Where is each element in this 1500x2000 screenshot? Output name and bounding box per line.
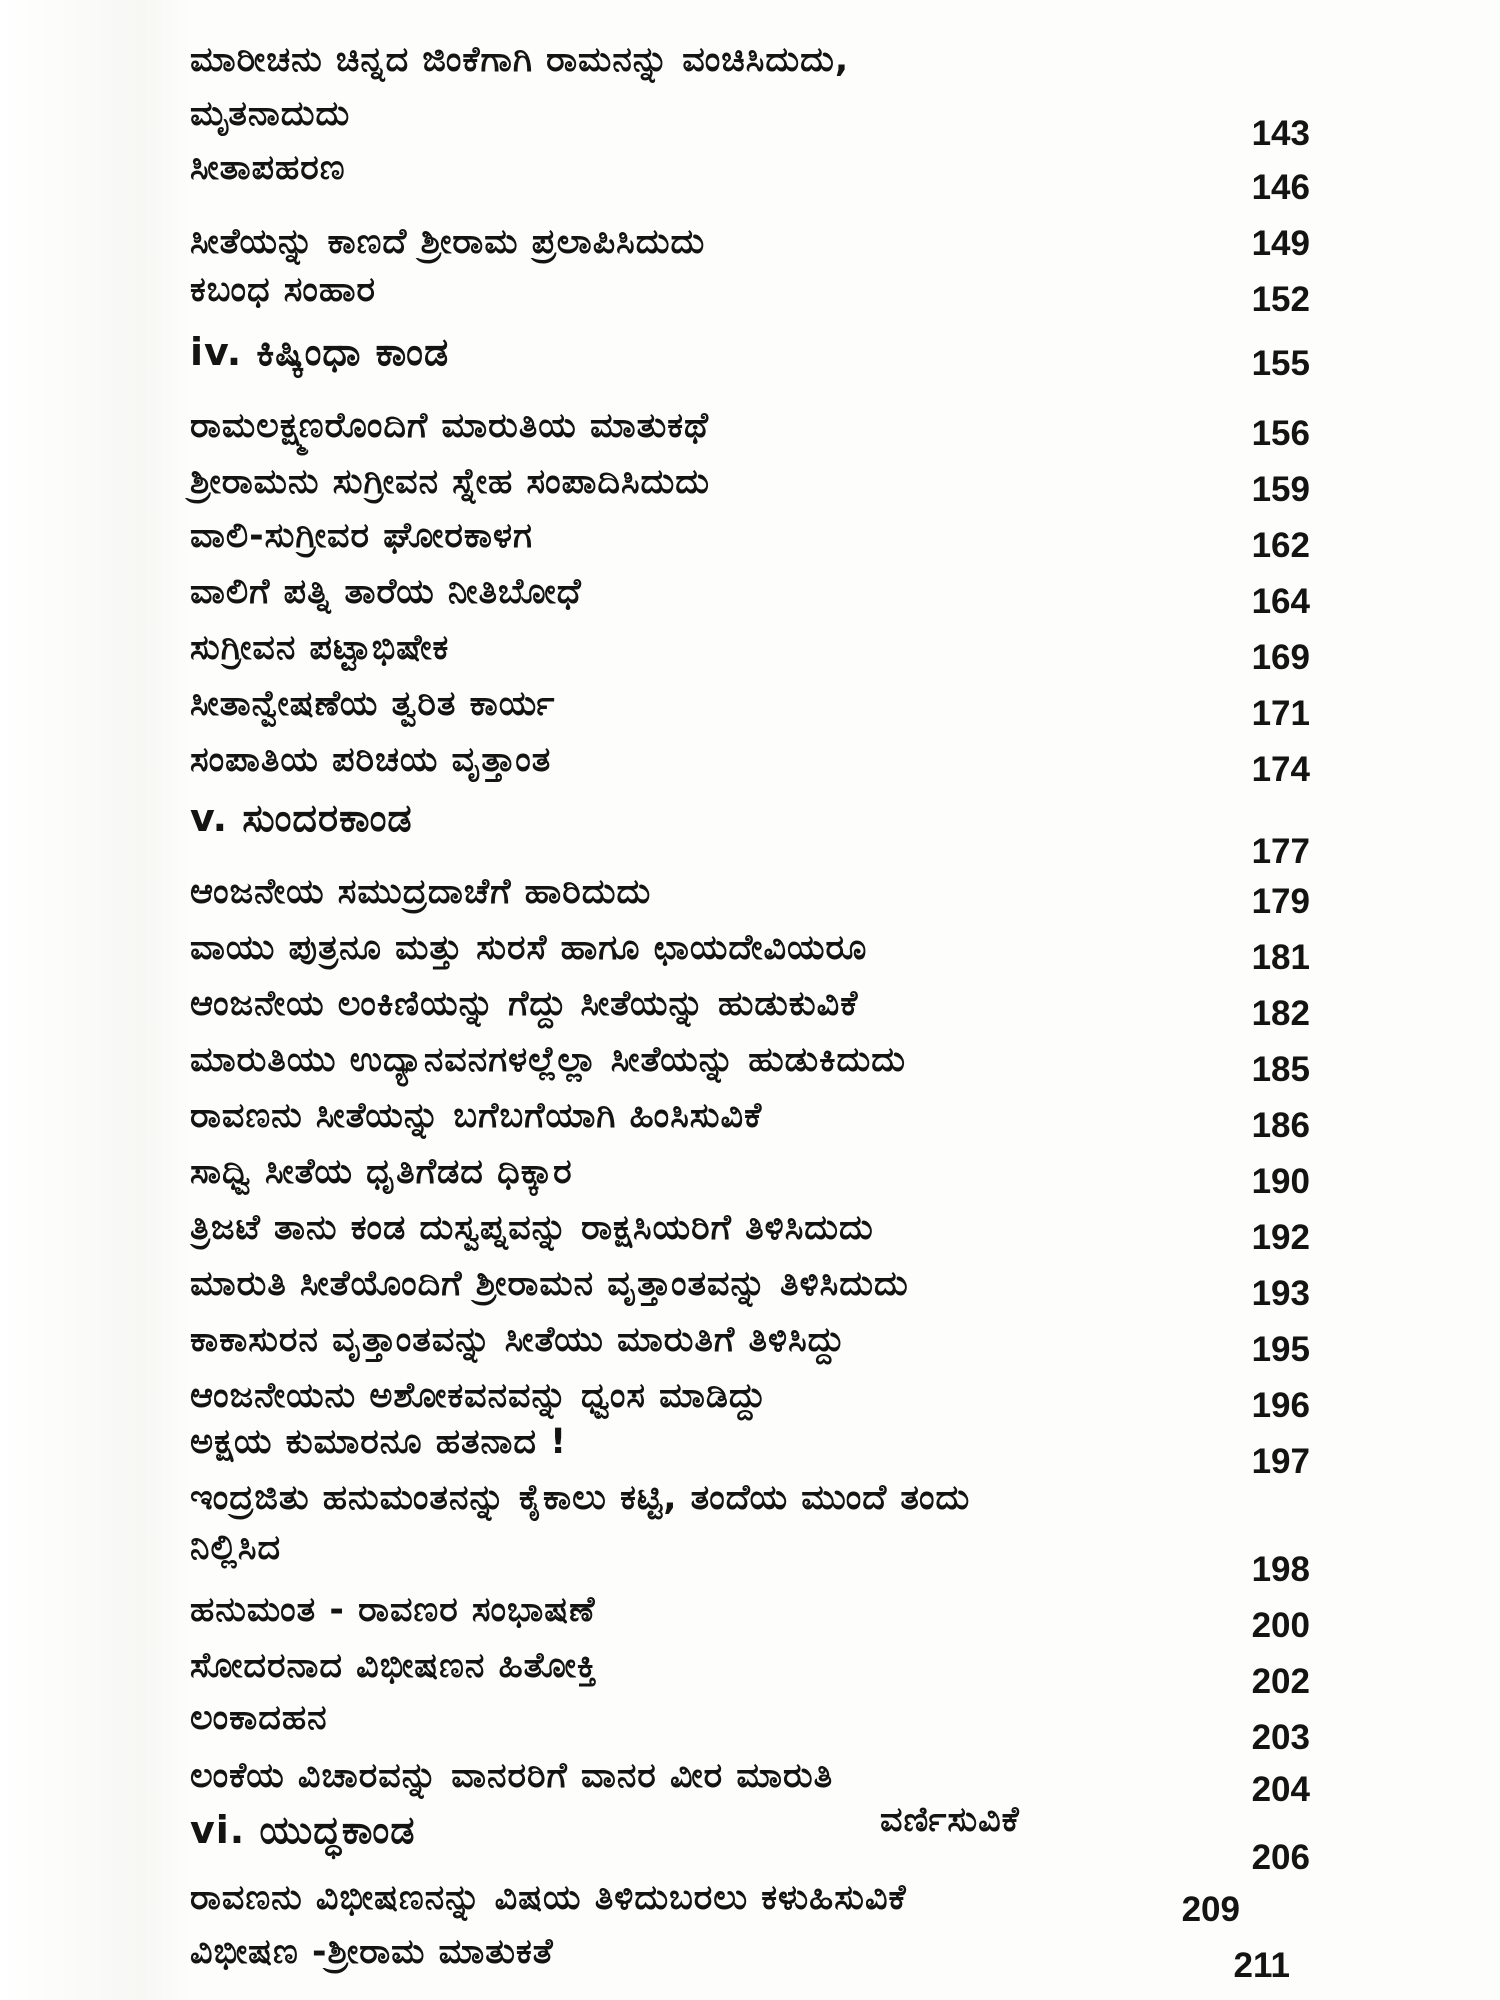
toc-page-number: 192 (1251, 1218, 1310, 1257)
toc-page-number: 204 (1251, 1770, 1310, 1809)
toc-page-number: 209 (1181, 1890, 1240, 1929)
toc-entry-title: ರಾವಣನು ವಿಭೀಷಣನನ್ನು ವಿಷಯ ತಿಳಿದುಬರಲು ಕಳುಹಿಸುವಿಕೆ (190, 1878, 907, 1918)
toc-entry-title: ಶ್ರೀರಾಮನು ಸುಗ್ರೀವನ ಸ್ನೇಹ ಸಂಪಾದಿಸಿದುದು (190, 462, 711, 502)
toc-page-number: 182 (1251, 994, 1310, 1033)
toc-entry-title: ಮಾರುತಿ ಸೀತೆಯೊಂದಿಗೆ ಶ್ರೀರಾಮನ ವೃತ್ತಾಂತವನ್ನು ತಿಳಿಸಿದುದು (190, 1264, 909, 1304)
toc-page-number: 169 (1251, 638, 1310, 677)
toc-page-number: 200 (1251, 1606, 1310, 1645)
toc-page-number: 195 (1251, 1330, 1310, 1369)
toc-page-number: 174 (1251, 750, 1310, 789)
toc-entry-title: ಸೀತಾಪಹರಣ (190, 148, 346, 188)
toc-page-number: 177 (1251, 832, 1310, 871)
toc-page-number: 179 (1251, 882, 1310, 921)
toc-page-number: 152 (1251, 280, 1310, 319)
toc-entry-title: ಮಾರುತಿಯು ಉದ್ಯಾನವನಗಳಲ್ಲೆಲ್ಲಾ ಸೀತೆಯನ್ನು ಹುಡುಕಿದುದು (190, 1040, 906, 1080)
toc-entry-title: ಆಂಜನೇಯ ಸಮುದ್ರದಾಚೆಗೆ ಹಾರಿದುದು (190, 872, 652, 912)
toc-entry-title: ಕಬಂಧ ಸಂಹಾರ (190, 270, 376, 310)
toc-entry-title: ಆಂಜನೇಯ ಲಂಕಿಣಿಯನ್ನು ಗೆದ್ದು ಸೀತೆಯನ್ನು ಹುಡುಕುವಿಕೆ (190, 984, 859, 1024)
toc-entry-title: ಮೃತನಾದುದು (190, 94, 351, 134)
toc-page-number: 164 (1251, 582, 1310, 621)
toc-entry-title: ನಿಲ್ಲಿಸಿದ (190, 1528, 282, 1568)
toc-entry-title: ವಾಲಿಗೆ ಪತ್ನಿ ತಾರೆಯ ನೀತಿಬೋಧೆ (190, 572, 582, 612)
toc-page-number: 196 (1251, 1386, 1310, 1425)
toc-section-heading: v. ಸುಂದರಕಾಂಡ (190, 796, 413, 840)
toc-entry-title: ಸೋದರನಾದ ವಿಭೀಷಣನ ಹಿತೋಕ್ತಿ (190, 1646, 598, 1686)
toc-page-number: 211 (1233, 1946, 1290, 1985)
toc-page-number: 143 (1251, 114, 1310, 153)
toc-entry-title: ಸುಗ್ರೀವನ ಪಟ್ಟಾಭಿಷೇಕ (190, 628, 450, 668)
toc-page-number: 156 (1251, 414, 1310, 453)
toc-page-number: 203 (1251, 1718, 1310, 1757)
toc-page-number: 190 (1251, 1162, 1310, 1201)
toc-section-heading: iv. ಕಿಷ್ಕಿಂಧಾ ಕಾಂಡ (190, 330, 450, 374)
toc-page-number: 146 (1251, 168, 1310, 207)
toc-entry-title: ಆಂಜನೇಯನು ಅಶೋಕವನವನ್ನು ಧ್ವಂಸ ಮಾಡಿದ್ದು (190, 1376, 767, 1416)
toc-entry-title: ಹನುಮಂತ - ರಾವಣರ ಸಂಭಾಷಣೆ (190, 1590, 596, 1630)
toc-page-number: 186 (1251, 1106, 1310, 1145)
page-edge-shadow (0, 0, 190, 2000)
toc-entry-title: ವಾಲಿ-ಸುಗ್ರೀವರ ಘೋರಕಾಳಗ (190, 516, 533, 556)
toc-entry-title: ಸಾಧ್ವಿ ಸೀತೆಯ ಧೃತಿಗೆಡದ ಧಿಕ್ಕಾರ (190, 1152, 573, 1192)
toc-entry-continuation: ವರ್ಣಿಸುವಿಕೆ (880, 1800, 1020, 1840)
toc-entry-title: ಲಂಕೆಯ ವಿಚಾರವನ್ನು ವಾನರರಿಗೆ ವಾನರ ವೀರ ಮಾರುತಿ (190, 1756, 834, 1796)
toc-page-number: 162 (1251, 526, 1310, 565)
toc-section-heading: vi. ಯುದ್ಧಕಾಂಡ (190, 1808, 416, 1852)
toc-entry-title: ವಾಯು ಪುತ್ರನೂ ಮತ್ತು ಸುರಸೆ ಹಾಗೂ ಛಾಯದೇವಿಯರೂ (190, 928, 868, 968)
toc-page-number: 202 (1251, 1662, 1310, 1701)
toc-entry-title: ಮಾರೀಚನು ಚಿನ್ನದ ಜಿಂಕೆಗಾಗಿ ರಾಮನನ್ನು ವಂಚಿಸಿದುದು, (190, 40, 850, 80)
toc-entry-title: ಇಂದ್ರಜಿತು ಹನುಮಂತನನ್ನು ಕೈಕಾಲು ಕಟ್ಟಿ, ತಂದೆಯ ಮುಂದೆ ತಂದು (190, 1478, 971, 1518)
toc-page-number: 193 (1251, 1274, 1310, 1313)
toc-entry-title: ರಾವಣನು ಸೀತೆಯನ್ನು ಬಗೆಬಗೆಯಾಗಿ ಹಿಂಸಿಸುವಿಕೆ (190, 1096, 763, 1136)
toc-entry-title: ಸೀತೆಯನ್ನು ಕಾಣದೆ ಶ್ರೀರಾಮ ಪ್ರಲಾಪಿಸಿದುದು (190, 222, 706, 262)
toc-page-number: 171 (1251, 694, 1310, 733)
toc-page-number: 149 (1251, 224, 1310, 263)
toc-page-number: 181 (1251, 938, 1310, 977)
toc-entry-title: ಲಂಕಾದಹನ (190, 1698, 328, 1738)
toc-entry-title: ಕಾಕಾಸುರನ ವೃತ್ತಾಂತವನ್ನು ಸೀತೆಯು ಮಾರುತಿಗೆ ತಿಳಿಸಿದ್ದು (190, 1320, 846, 1360)
toc-page-number: 155 (1251, 344, 1310, 383)
toc-page-number: 198 (1251, 1550, 1310, 1589)
toc-entry-title: ವಿಭೀಷಣ -ಶ್ರೀರಾಮ ಮಾತುಕತೆ (190, 1932, 554, 1972)
toc-entry-title: ತ್ರಿಜಟೆ ತಾನು ಕಂಡ ದುಸ್ವಪ್ನವನ್ನು ರಾಕ್ಷಸಿಯರಿಗೆ ತಿಳಿಸಿದುದು (190, 1208, 874, 1248)
toc-entry-title: ಸೀತಾನ್ವೇಷಣೆಯ ತ್ವರಿತ ಕಾರ್ಯ (190, 684, 556, 724)
toc-page-number: 197 (1251, 1442, 1310, 1481)
toc-page-number: 185 (1251, 1050, 1310, 1089)
toc-page-number: 206 (1251, 1838, 1310, 1877)
toc-page-number: 159 (1251, 470, 1310, 509)
toc-entry-title: ಅಕ್ಷಯ ಕುಮಾರನೂ ಹತನಾದ ! (190, 1422, 568, 1462)
toc-entry-title: ಸಂಪಾತಿಯ ಪರಿಚಯ ವೃತ್ತಾಂತ (190, 740, 552, 780)
toc-entry-title: ರಾಮಲಕ್ಷ್ಮಣರೊಂದಿಗೆ ಮಾರುತಿಯ ಮಾತುಕಥೆ (190, 406, 710, 446)
